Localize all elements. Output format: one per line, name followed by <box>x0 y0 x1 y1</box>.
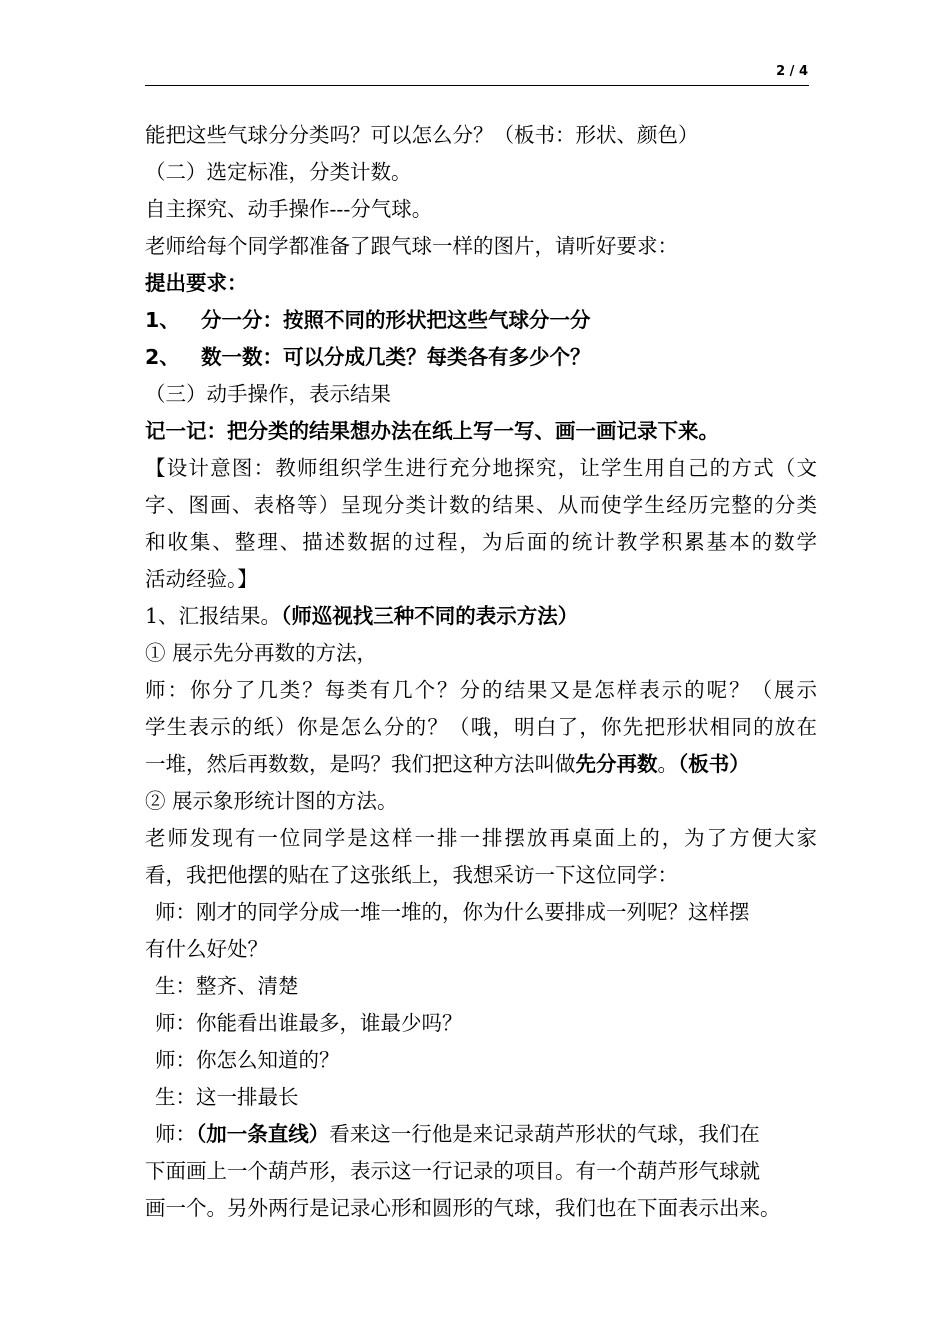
document-body <box>145 117 817 1227</box>
bold-note: （加一条直线） <box>196 1122 330 1146</box>
dialogue-line <box>145 1116 817 1153</box>
dialogue-line <box>145 746 817 783</box>
dialogue-line: 师：刚才的同学分成一堆一堆的，你为什么要排成一列呢？这样摆 <box>155 900 750 924</box>
item-number: 2、 <box>145 345 180 369</box>
requirement-item <box>145 302 817 339</box>
bold-instruction: 记一记：把分类的结果想办法在纸上写一写、画一画记录下来。 <box>145 419 719 443</box>
paragraph-line <box>145 598 817 635</box>
paragraph-line: 能把这些气球分分类吗？可以怎么分？（板书：形状、颜色） <box>145 123 699 147</box>
design-intent-line: 和收集、整理、描述数据的过程，为后面的统计教学积累基本的数学 <box>145 530 817 554</box>
text-span: 看来这一行他是来记录葫芦形状的气球，我们在 <box>329 1122 760 1146</box>
paragraph-line: 看，我把他摆的贴在了这张纸上，我想采访一下这位同学： <box>145 863 678 887</box>
requirements-heading: 提出要求： <box>145 271 248 295</box>
paragraph-line: 老师给每个同学都准备了跟气球一样的图片，请听好要求： <box>145 234 678 258</box>
bold-term: 先分再数 <box>575 752 658 776</box>
paragraph-line: ① 展示先分再数的方法， <box>145 641 378 665</box>
design-intent-line: 【设计意图：教师组织学生进行充分地探究，让学生用自己的方式（文 <box>145 456 817 480</box>
dialogue-line: 下面画上一个葫芦形，表示这一行记录的项目。有一个葫芦形气球就 <box>145 1159 760 1183</box>
dialogue-line: 有什么好处？ <box>145 937 268 961</box>
bold-note: （板书） <box>678 752 750 776</box>
report-label: 1、汇报结果。 <box>145 604 282 628</box>
dialogue-line: 画一个。另外两行是记录心形和圆形的气球，我们也在下面表示出来。 <box>145 1196 781 1220</box>
dialogue-line: 生：这一排最长 <box>155 1085 299 1109</box>
text-span: 师： <box>155 1122 196 1146</box>
text-span: 一堆，然后再数数，是吗？我们把这种方法叫做 <box>145 752 576 776</box>
dialogue-line: 师：你分了几类？每类有几个？分的结果又是怎样表示的呢？（展示 <box>145 678 817 702</box>
item-number: 1、 <box>145 308 180 332</box>
dialogue-line: 学生表示的纸）你是怎么分的？（哦，明白了，你先把形状相同的放在 <box>145 715 817 739</box>
dialogue-line: 师：你怎么知道的？ <box>155 1048 340 1072</box>
item-text: 数一数：可以分成几类？每类各有多少个？ <box>201 345 591 369</box>
paragraph-line: 自主探究、动手操作---分气球。 <box>145 197 433 221</box>
item-text: 分一分：按照不同的形状把这些气球分一分 <box>201 308 591 332</box>
dialogue-line: 师：你能看出谁最多，谁最少吗？ <box>155 1011 463 1035</box>
design-intent-line: 活动经验。】 <box>145 567 258 591</box>
paragraph-line: 老师发现有一位同学是这样一排一排摆放再桌面上的，为了方便大家 <box>145 826 817 850</box>
dialogue-line: 生：整齐、清楚 <box>155 974 299 998</box>
bold-note: （师巡视找三种不同的表示方法） <box>281 604 579 628</box>
text-span: 。 <box>657 752 678 776</box>
header-rule <box>145 85 809 86</box>
design-intent-line: 字、图画、表格等）呈现分类计数的结果、从而使学生经历完整的分类 <box>145 493 817 517</box>
section-heading: （三）动手操作，表示结果 <box>145 382 391 406</box>
requirement-item <box>145 339 817 376</box>
page-number: 2 / 4 <box>776 64 808 79</box>
paragraph-line: ② 展示象形统计图的方法。 <box>145 789 398 813</box>
section-heading: （二）选定标准，分类计数。 <box>145 160 412 184</box>
